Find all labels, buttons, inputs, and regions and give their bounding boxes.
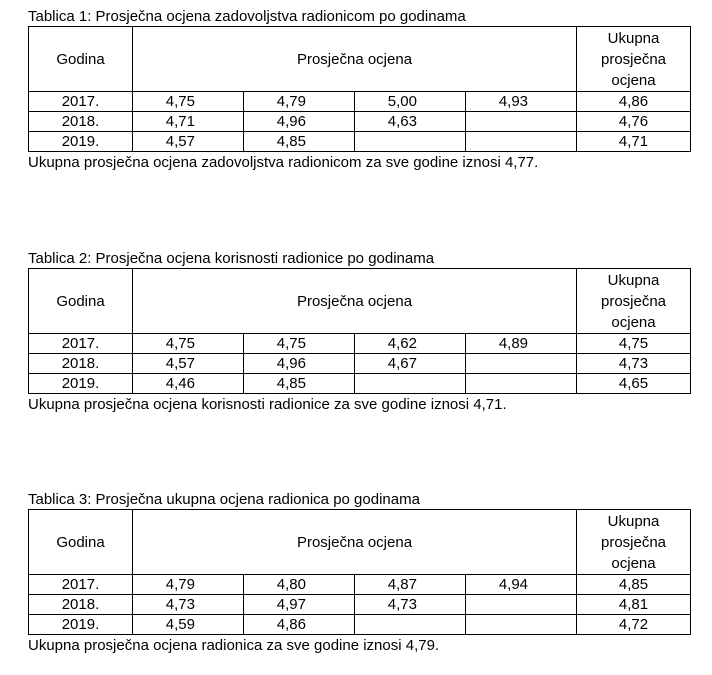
value-cell: 4,85 (244, 374, 355, 394)
table-row (29, 595, 691, 615)
value-cell: 4,96 (244, 112, 355, 132)
year-cell: 2017. (29, 334, 133, 354)
total-cell: 4,75 (577, 334, 691, 354)
table-block-3 (28, 491, 690, 656)
value-cell: 4,59 (133, 615, 244, 635)
value-cell: 4,67 (355, 354, 466, 374)
value-cell: 4,73 (355, 595, 466, 615)
value-cell (466, 112, 577, 132)
total-cell: 4,71 (577, 132, 691, 152)
table-block-1 (28, 8, 690, 173)
table-caption: Tablica 1: Prosječna ocjena zadovoljstva radionicom po godinama (28, 8, 466, 25)
year-cell: 2018. (29, 595, 133, 615)
table-row (29, 374, 691, 394)
value-cell (466, 354, 577, 374)
value-cell: 4,75 (133, 334, 244, 354)
table-row (29, 92, 691, 112)
header-year: Godina (29, 510, 133, 575)
total-cell: 4,86 (577, 92, 691, 112)
value-cell: 4,86 (244, 615, 355, 635)
header-row (29, 269, 691, 334)
year-cell: 2019. (29, 374, 133, 394)
value-cell: 4,79 (244, 92, 355, 112)
table-note: Ukupna prosječna ocjena korisnosti radionice za sve godine iznosi 4,71. (28, 396, 507, 413)
header-average: Prosječna ocjena (133, 510, 577, 575)
value-cell: 4,73 (133, 595, 244, 615)
ratings-table (28, 509, 691, 635)
ratings-table (28, 26, 691, 152)
value-cell: 4,85 (244, 132, 355, 152)
table-row (29, 112, 691, 132)
value-cell: 4,62 (355, 334, 466, 354)
header-year: Godina (29, 269, 133, 334)
value-cell: 4,79 (133, 575, 244, 595)
value-cell: 4,89 (466, 334, 577, 354)
total-cell: 4,76 (577, 112, 691, 132)
total-cell: 4,81 (577, 595, 691, 615)
table-caption: Tablica 3: Prosječna ukupna ocjena radionica po godinama (28, 491, 420, 508)
table-note: Ukupna prosječna ocjena radionica za sve godine iznosi 4,79. (28, 637, 440, 654)
value-cell: 4,75 (244, 334, 355, 354)
value-cell: 4,94 (466, 575, 577, 595)
table-block-2 (28, 250, 690, 415)
value-cell: 4,87 (355, 575, 466, 595)
total-cell: 4,73 (577, 354, 691, 374)
header-average: Prosječna ocjena (133, 27, 577, 92)
year-cell: 2019. (29, 615, 133, 635)
value-cell: 4,80 (244, 575, 355, 595)
header-total: Ukupna prosječna ocjena (577, 27, 691, 92)
value-cell (355, 132, 466, 152)
value-cell (466, 615, 577, 635)
value-cell: 4,46 (133, 374, 244, 394)
value-cell (466, 374, 577, 394)
value-cell: 4,96 (244, 354, 355, 374)
value-cell: 4,71 (133, 112, 244, 132)
year-cell: 2018. (29, 112, 133, 132)
value-cell (466, 132, 577, 152)
year-cell: 2018. (29, 354, 133, 374)
value-cell: 4,97 (244, 595, 355, 615)
value-cell (355, 615, 466, 635)
value-cell (466, 595, 577, 615)
total-cell: 4,72 (577, 615, 691, 635)
table-row (29, 334, 691, 354)
table-row (29, 132, 691, 152)
header-total: Ukupna prosječna ocjena (577, 510, 691, 575)
table-row (29, 615, 691, 635)
value-cell: 4,57 (133, 354, 244, 374)
value-cell: 5,00 (355, 92, 466, 112)
header-row (29, 27, 691, 92)
table-caption: Tablica 2: Prosječna ocjena korisnosti radionice po godinama (28, 250, 435, 267)
table-note: Ukupna prosječna ocjena zadovoljstva radionicom za sve godine iznosi 4,77. (28, 154, 539, 171)
value-cell: 4,93 (466, 92, 577, 112)
header-row (29, 510, 691, 575)
year-cell: 2017. (29, 575, 133, 595)
header-average: Prosječna ocjena (133, 269, 577, 334)
table-row (29, 354, 691, 374)
header-year: Godina (29, 27, 133, 92)
value-cell: 4,63 (355, 112, 466, 132)
table-row (29, 575, 691, 595)
year-cell: 2019. (29, 132, 133, 152)
ratings-table (28, 268, 691, 394)
total-cell: 4,65 (577, 374, 691, 394)
year-cell: 2017. (29, 92, 133, 112)
value-cell: 4,57 (133, 132, 244, 152)
value-cell (355, 374, 466, 394)
header-total: Ukupna prosječna ocjena (577, 269, 691, 334)
value-cell: 4,75 (133, 92, 244, 112)
total-cell: 4,85 (577, 575, 691, 595)
